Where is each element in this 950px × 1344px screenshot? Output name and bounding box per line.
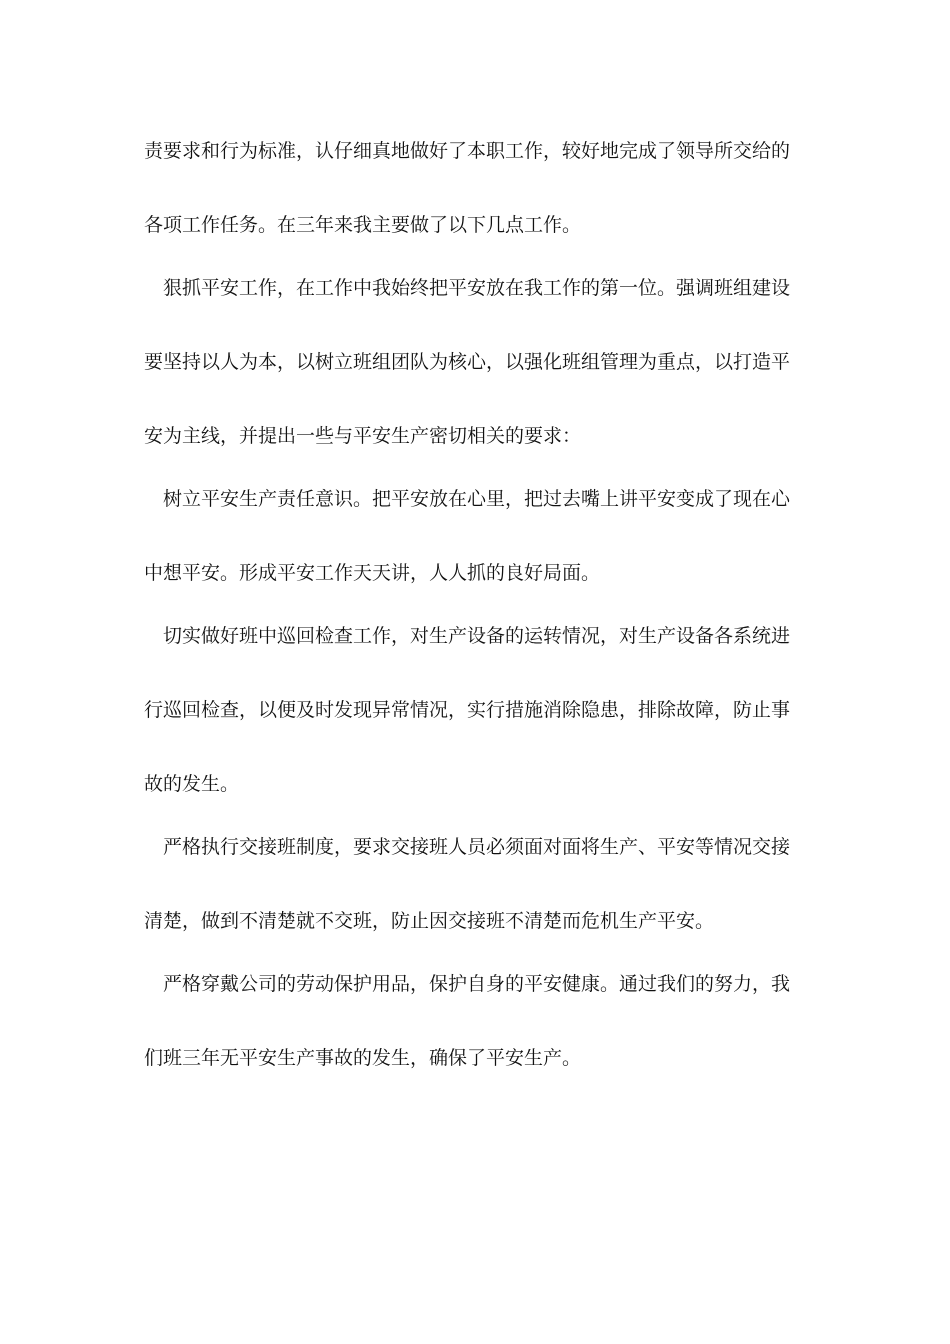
text-line: 中想平安。形成平安工作天天讲，人人抓的良好局面。 xyxy=(144,562,601,584)
paragraph-start-line: 严格执行交接班制度，要求交接班人员必须面对面将生产、平安等情况交接 xyxy=(163,836,791,858)
text-line: 责要求和行为标准，认仔细真地做好了本职工作，较好地完成了领导所交给的 xyxy=(144,140,791,162)
text-line: 清楚，做到不清楚就不交班，防止因交接班不清楚而危机生产平安。 xyxy=(144,910,715,932)
text-line: 安为主线，并提出一些与平安生产密切相关的要求： xyxy=(144,425,582,447)
paragraph-start-line: 严格穿戴公司的劳动保护用品，保护自身的平安健康。通过我们的努力，我 xyxy=(163,973,791,995)
paragraph-start-line: 树立平安生产责任意识。把平安放在心里，把过去嘴上讲平安变成了现在心 xyxy=(163,488,791,510)
text-line: 各项工作任务。在三年来我主要做了以下几点工作。 xyxy=(144,214,582,236)
paragraph-start-line: 切实做好班中巡回检查工作，对生产设备的运转情况，对生产设备各系统进 xyxy=(163,625,791,647)
text-line: 要坚持以人为本，以树立班组团队为核心，以强化班组管理为重点，以打造平 xyxy=(144,351,791,373)
text-line: 们班三年无平安生产事故的发生，确保了平安生产。 xyxy=(144,1047,582,1069)
text-line: 故的发生。 xyxy=(144,773,240,795)
paragraph-start-line: 狠抓平安工作，在工作中我始终把平安放在我工作的第一位。强调班组建设 xyxy=(163,277,791,299)
text-line: 行巡回检查，以便及时发现异常情况，实行措施消除隐患，排除故障，防止事 xyxy=(144,699,791,721)
